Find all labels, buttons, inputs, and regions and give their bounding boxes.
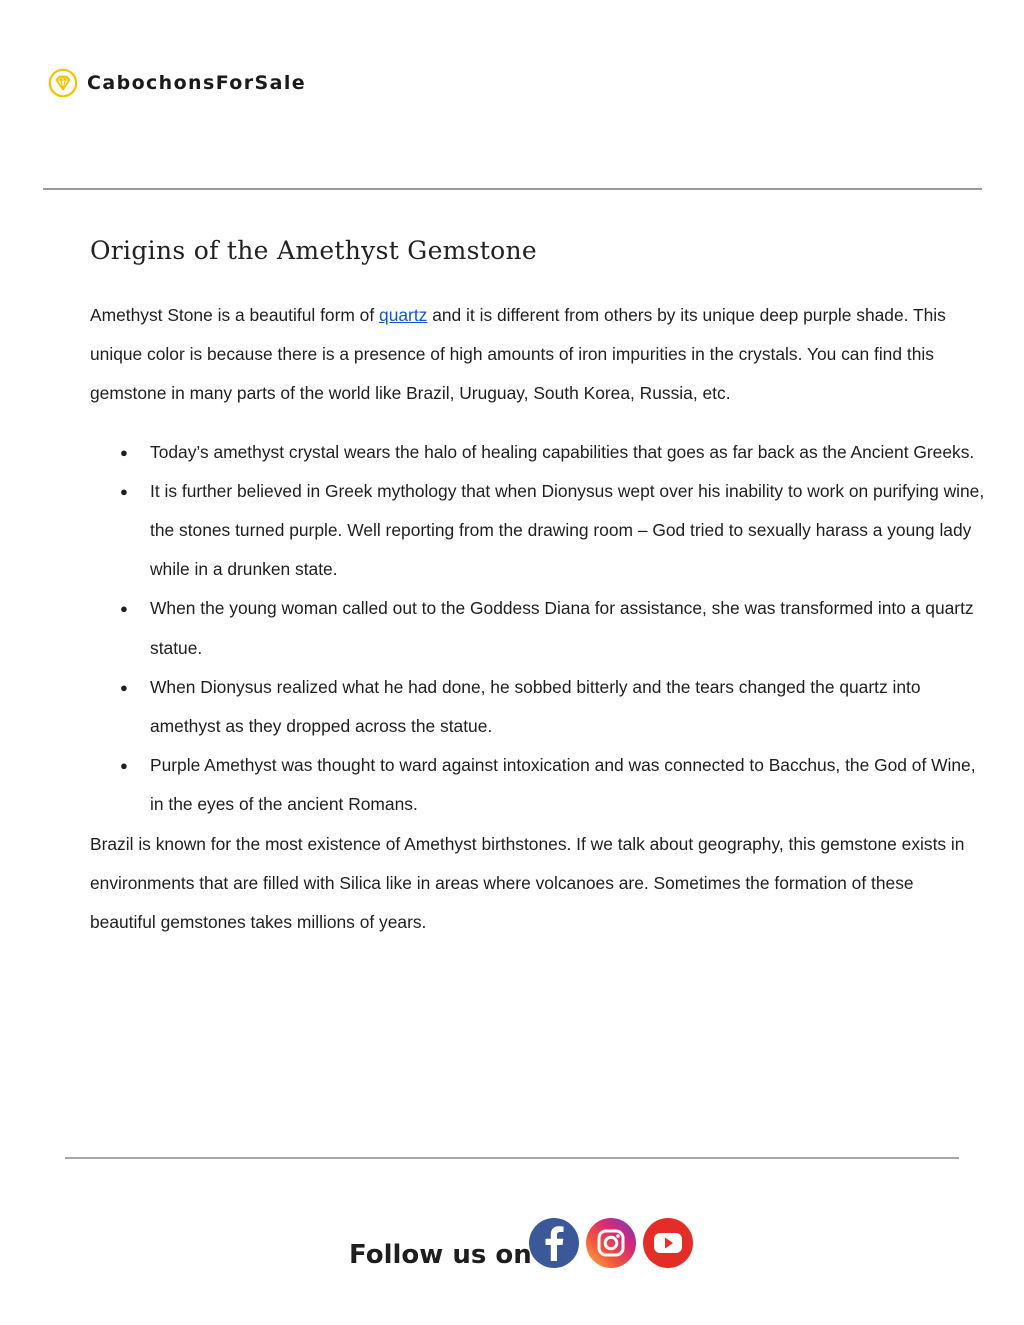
brand-name: CabochonsForSale (87, 72, 307, 94)
brand-logo[interactable] (48, 66, 306, 100)
diamond-icon (48, 68, 78, 98)
list-item: ● Purple Amethyst was thought to ward against intoxication and was connected to Bacchus, the God of Wine, in the eyes of the ancient Romans. (150, 746, 990, 824)
article-body (90, 296, 990, 942)
header-divider (43, 188, 982, 190)
intro-text-before-link: Amethyst Stone is a beautiful form of (90, 305, 380, 325)
facebook-icon[interactable] (528, 1217, 580, 1269)
list-item: ● When Dionysus realized what he had done, he sobbed bitterly and the tears changed the quartz into amethyst as they dropped across the statue. (150, 668, 990, 746)
article-title: Origins of the Amethyst Gemstone (90, 236, 538, 265)
quartz-link[interactable]: quartz (379, 305, 428, 325)
instagram-icon[interactable] (585, 1217, 637, 1269)
intro-text-after-link: and it is different from others by its unique deep purple shade. This unique color is because there is a presence of high amounts of iron impurities in the crystals. You can find this gemstone in many parts of the world like Brazil, Uruguay, South Korea, Russia, etc. (90, 305, 946, 404)
footer-divider (65, 1157, 959, 1159)
list-item: ● Today’s amethyst crystal wears the halo of healing capabilities that goes as far back as the Ancient Greeks. (150, 433, 990, 472)
list-item: ● It is further believed in Greek mythology that when Dionysus wept over his inability to work on purifying wine, the stones turned purple. Well reporting from the drawing room – God tried to sexually harass a young lady while in a drunken state. (150, 472, 990, 590)
list-item: ● When the young woman called out to the Goddess Diana for assistance, she was transformed into a quartz statue. (150, 589, 990, 667)
intro-paragraph (90, 296, 976, 414)
closing-paragraph: Brazil is known for the most existence of Amethyst birthstones. If we talk about geography, this gemstone exists in environments that are filled with Silica like in areas where volcanoes are. Sometimes the formation of these beautiful gemstones takes millions of years. (90, 833, 965, 933)
youtube-icon[interactable] (642, 1217, 694, 1269)
myth-bullet-list (90, 433, 990, 825)
follow-label: Follow us on (349, 1240, 532, 1270)
